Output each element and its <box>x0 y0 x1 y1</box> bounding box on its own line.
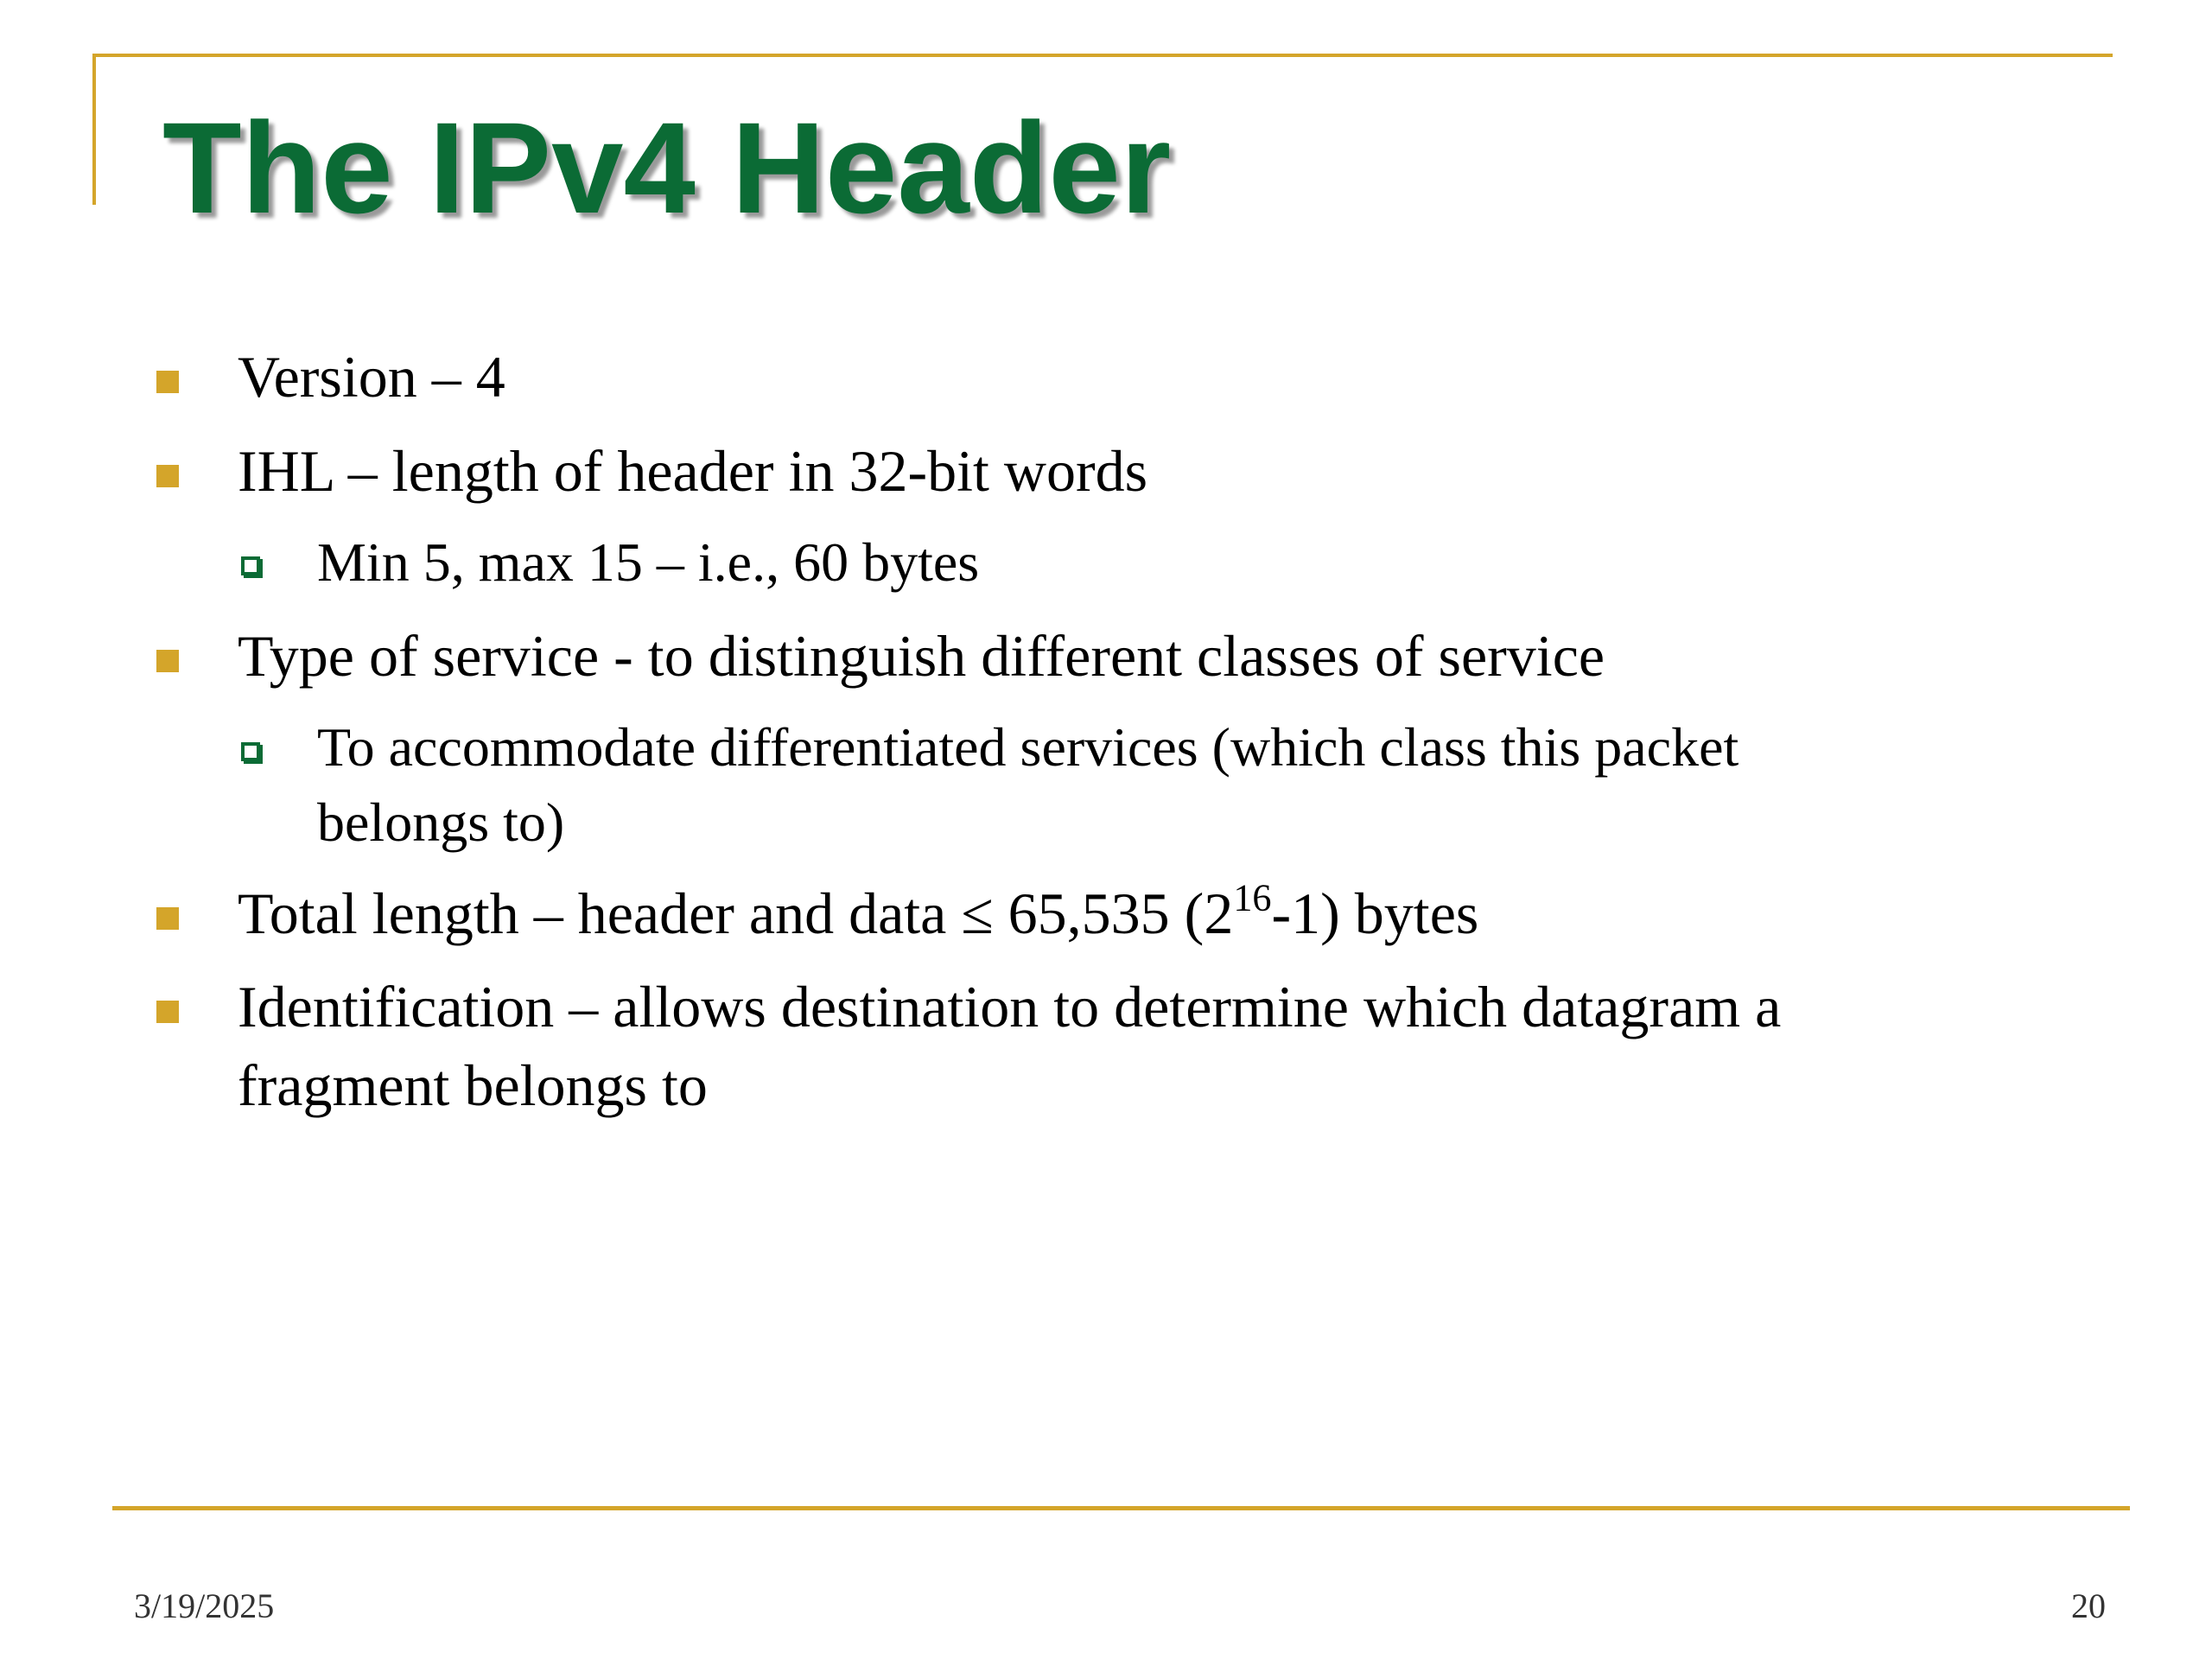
bullet-identification-line1: Identification – allows destination to determine which datagram a <box>238 974 1782 1039</box>
sub-bullet-diffserv-line1: To accommodate differentiated services (which class this packet <box>317 716 1739 778</box>
bullet-version: Version – 4 <box>238 344 505 410</box>
square-bullet-icon <box>156 465 179 487</box>
bullet-total-length <box>238 874 1478 953</box>
sub-bullet-ihl-range: Min 5, max 15 – i.e., 60 bytes <box>317 531 980 593</box>
sub-bullet-diffserv-line2: belongs to) <box>317 791 565 853</box>
square-bullet-icon <box>156 371 179 393</box>
bullet-identification-line2: fragment belongs to <box>238 1052 708 1118</box>
footer-date: 3/19/2025 <box>134 1586 275 1625</box>
total-length-text: Total length – header and data ≤ 65,535 (2 <box>238 880 1234 946</box>
square-bullet-icon <box>156 650 179 672</box>
bullet-ihl: IHL – length of header in 32-bit words <box>238 438 1148 504</box>
hollow-square-bullet-icon <box>241 556 260 575</box>
footer-rule <box>112 1506 2130 1510</box>
square-bullet-icon <box>156 1001 179 1023</box>
exponent: 16 <box>1233 876 1272 919</box>
page-number: 20 <box>2071 1586 2106 1625</box>
total-length-suffix: -1) bytes <box>1271 880 1479 946</box>
hollow-square-bullet-icon <box>241 742 260 761</box>
slide-title: The IPv4 Header <box>162 95 1172 240</box>
square-bullet-icon <box>156 907 179 930</box>
bullet-type-of-service: Type of service - to distinguish different classes of service <box>238 623 1605 689</box>
